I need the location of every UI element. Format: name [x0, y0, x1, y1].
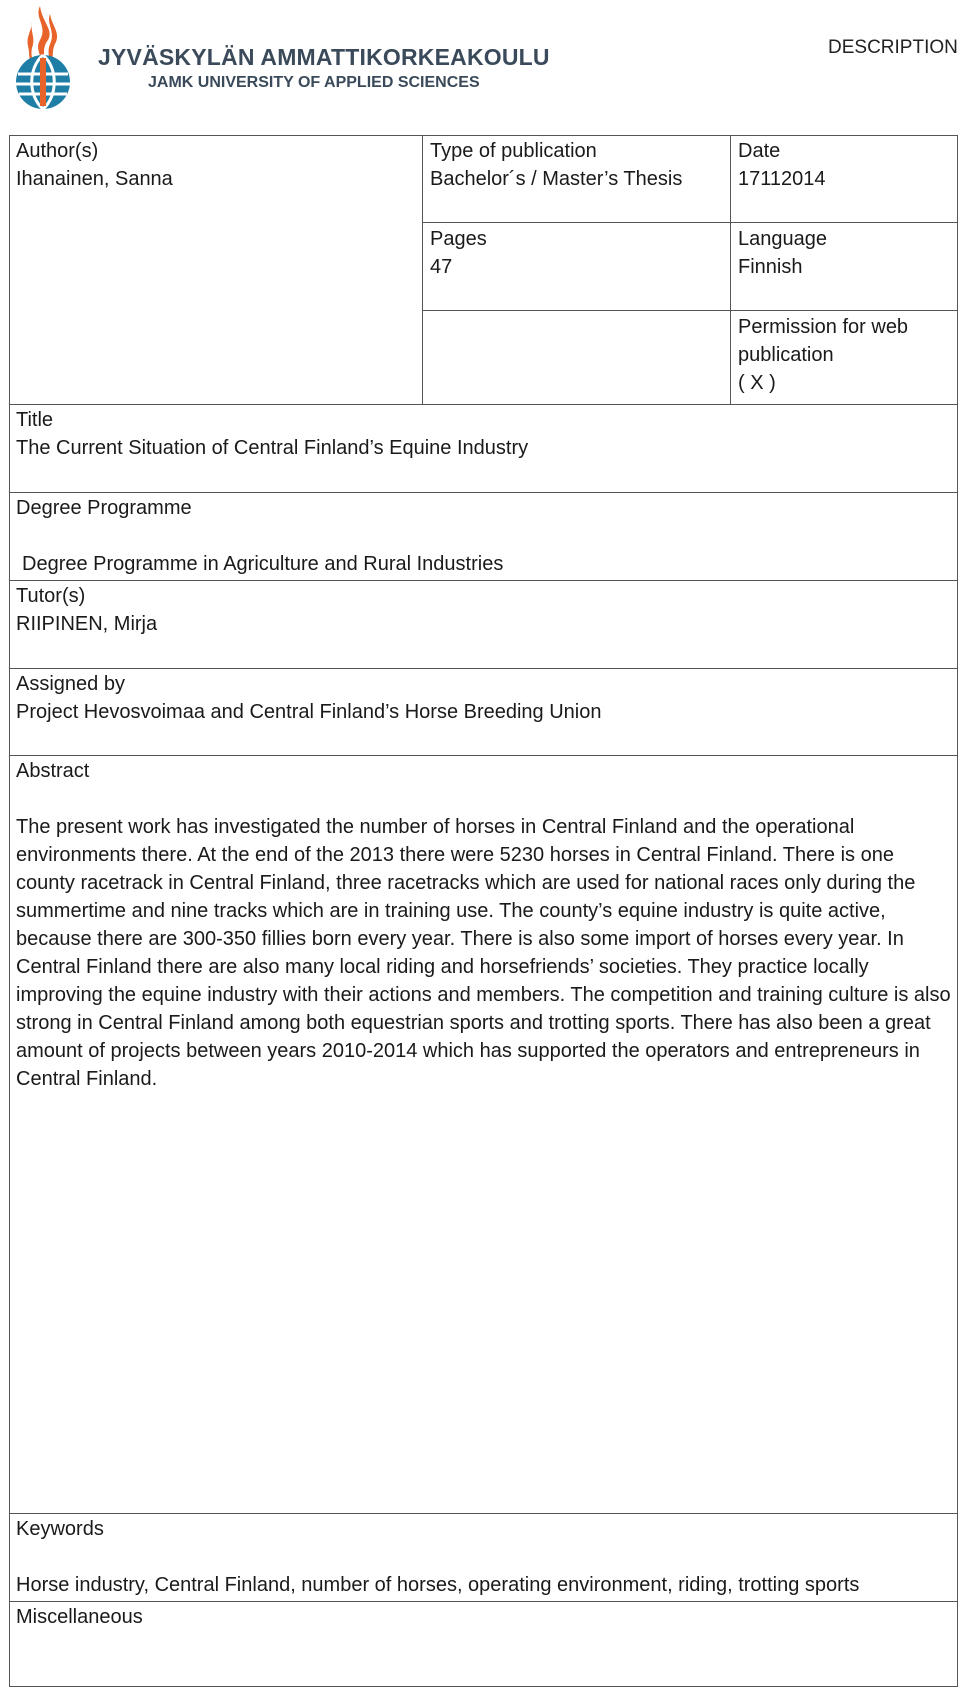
jamk-logo-icon [4, 4, 82, 110]
divider [9, 668, 958, 669]
keywords-value: Horse industry, Central Finland, number of horses, operating environment, riding, trotting sports [16, 1574, 860, 1596]
divider [730, 135, 731, 405]
title-value: The Current Situation of Central Finland’s Equine Industry [16, 437, 529, 459]
miscellaneous-label: Miscellaneous [16, 1606, 143, 1628]
pages-label: Pages [430, 228, 487, 250]
divider [9, 580, 958, 581]
divider [9, 492, 958, 493]
divider [422, 135, 423, 405]
abstract-label: Abstract [16, 760, 90, 782]
university-name: JYVÄSKYLÄN AMMATTIKORKEAKOULU [98, 44, 550, 70]
assigned-by-value: Project Hevosvoimaa and Central Finland’s Horse Breeding Union [16, 701, 602, 723]
web-permission-label: Permission for web [738, 316, 909, 338]
document-type: DESCRIPTION [828, 37, 958, 58]
tutor-value: RIIPINEN, Mirja [16, 613, 158, 635]
degree-programme-label: Degree Programme [16, 497, 192, 519]
divider [9, 404, 958, 405]
web-permission-value: ( X ) [738, 372, 776, 394]
author-value: Ihanainen, Sanna [16, 168, 173, 190]
divider [9, 1601, 958, 1602]
divider [422, 222, 958, 223]
date-value: 17112014 [738, 168, 826, 190]
abstract-text: The present work has investigated the number of horses in Central Finland and the operational environments there. At the end of the 2013 there were 5230 horses in Central Finland. There is one county racetrack in Central Finland, three racetracks which are used for national races only during the summertime and nine tracks which are in training use. The county’s equine industry is quite active, because there are 300-350 fillies born every year. There is also some import of horses every year. In Central Finland there are also many local riding and horsefriends’ societies. They practice locally improving the equine industry with their actions and members. The competition and training culture is also strong in Central Finland among both equestrian sports and trotting sports. There has also been a great amount of projects between years 2010-2014 which has supported the operators and entrepreneurs in Central Finland. [16, 816, 951, 1090]
web-permission-label-cont: publication [738, 344, 834, 366]
assigned-by-label: Assigned by [16, 673, 125, 695]
pages-value: 47 [430, 256, 453, 278]
divider [9, 755, 958, 756]
degree-programme-value: Degree Programme in Agriculture and Rural Industries [22, 553, 504, 575]
publication-type-value: Bachelor´s / Master’s Thesis [430, 168, 683, 190]
keywords-label: Keywords [16, 1518, 104, 1540]
divider [9, 1513, 958, 1514]
language-label: Language [738, 228, 827, 250]
tutor-label: Tutor(s) [16, 585, 86, 607]
divider [422, 310, 958, 311]
publication-type-label: Type of publication [430, 140, 597, 162]
language-value: Finnish [738, 256, 803, 278]
university-subtitle: JAMK UNIVERSITY OF APPLIED SCIENCES [148, 74, 480, 91]
author-label: Author(s) [16, 140, 99, 162]
date-label: Date [738, 140, 781, 162]
title-label: Title [16, 409, 54, 431]
